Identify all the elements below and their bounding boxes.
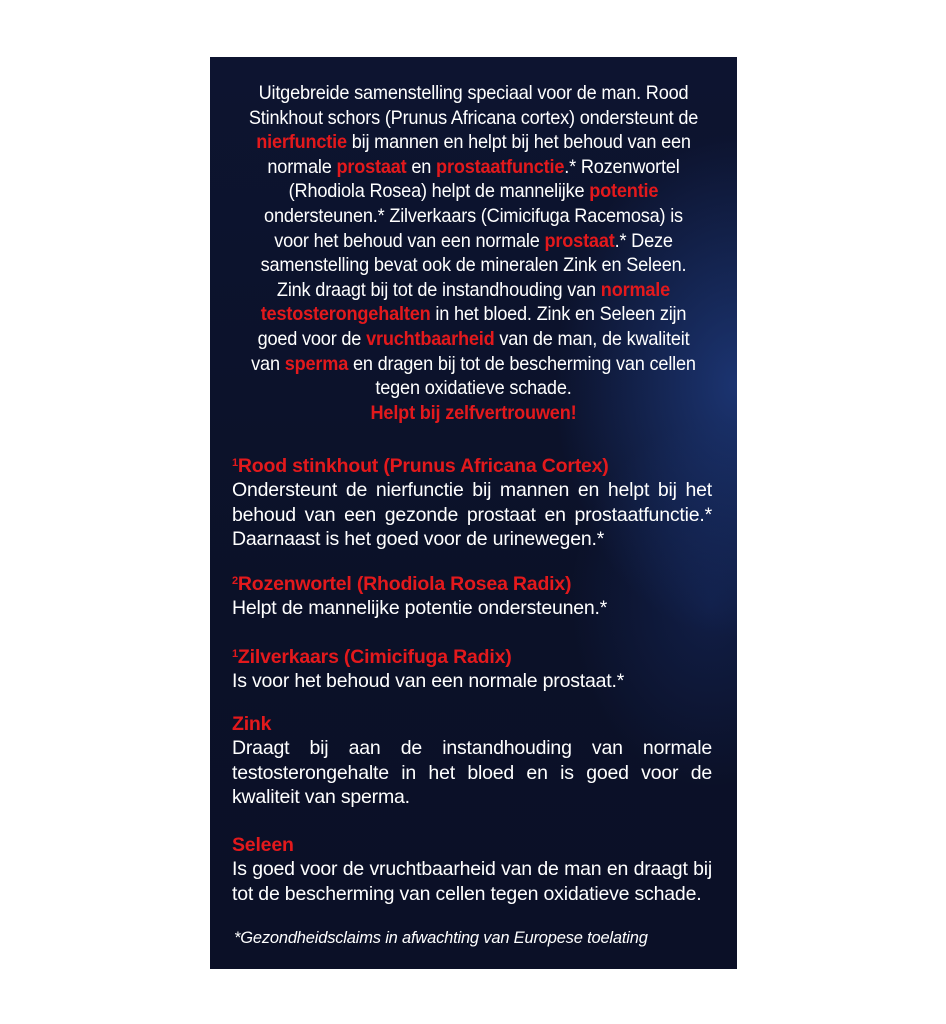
highlight-nierfunctie: nierfunctie (256, 131, 347, 154)
section-seleen (232, 833, 712, 906)
intro-text-part: en dragen bij tot de bescherming van cellen tegen oxidatieve schade. (348, 352, 696, 400)
section-title (232, 451, 712, 478)
section-rozenwortel (232, 569, 712, 621)
intro-text-part: en (406, 155, 437, 178)
section-rood-stinkhout (232, 451, 712, 551)
superscript: 2 (232, 575, 238, 587)
intro-text-part: .* Rozenwortel (Rhodiola Rosea) helpt de mannelijke (288, 155, 680, 203)
section-title (232, 642, 712, 669)
intro-text-part: van de man, de kwaliteit van (251, 327, 690, 375)
highlight-vruchtbaarheid: vruchtbaarheid (366, 327, 495, 350)
section-body: Helpt de mannelijke potentie ondersteunen.* (232, 597, 608, 620)
highlight-potentie: potentie (589, 180, 659, 203)
section-title: Seleen (232, 834, 294, 856)
intro-text-part: .* Deze samenstelling bevat ook de mineralen Zink en Seleen. Zink draagt bij tot de instandhouding van (260, 229, 687, 301)
intro-text-part: ondersteunen.* Zilverkaars (Cimicifuga Racemosa) is voor het behoud van een normale (264, 204, 683, 252)
highlight-prostaat-2: prostaat (544, 229, 615, 252)
highlight-prostaatfunctie: prostaatfunctie (436, 155, 565, 178)
section-body: Is goed voor de vruchtbaarheid van de man en draagt bij tot de bescherming van cellen tegen oxidatieve schade. (232, 858, 712, 905)
highlight-prostaat: prostaat (336, 155, 407, 178)
section-body: Ondersteunt de nierfunctie bij mannen en helpt bij het behoud van een gezonde prostaat en prostaatfunctie.* Daarnaast is het goed voor de urinewegen.* (232, 479, 712, 550)
section-title-text: Zilverkaars (Cimicifuga Radix) (237, 646, 512, 668)
superscript: 1 (232, 648, 238, 660)
intro-text-part: in het bloed. Zink en Seleen zijn goed voor de (257, 303, 687, 350)
intro-text-part: bij mannen en helpt bij het behoud van een normale (267, 131, 691, 178)
highlight-testosterongehalten: normale testosterongehalten (260, 278, 671, 326)
section-body: Draagt bij aan de instandhouding van normale testosterongehalte in het bloed en is goed voor de kwaliteit van sperma. (232, 737, 712, 808)
section-title-text: Rood stinkhout (Prunus Africana Cortex) (237, 455, 609, 477)
section-title-text: Rozenwortel (Rhodiola Rosea Radix) (237, 573, 572, 595)
section-title (232, 569, 712, 596)
product-info-panel (210, 57, 737, 969)
section-zink (232, 712, 712, 809)
highlight-sperma: sperma (284, 352, 349, 375)
disclaimer-footnote: *Gezondheidsclaims in afwachting van Europese toelating (234, 929, 648, 947)
section-title: Zink (232, 713, 272, 735)
intro-text-part: Uitgebreide samenstelling speciaal voor de man. Rood Stinkhout schors (Prunus Africana cortex) ondersteunt de (248, 82, 699, 129)
section-body: Is voor het behoud van een normale prostaat.* (232, 670, 625, 693)
intro-text (245, 81, 702, 425)
section-zilverkaars (232, 642, 712, 694)
tagline: Helpt bij zelfvertrouwen! (370, 401, 577, 424)
superscript: 1 (232, 457, 238, 469)
